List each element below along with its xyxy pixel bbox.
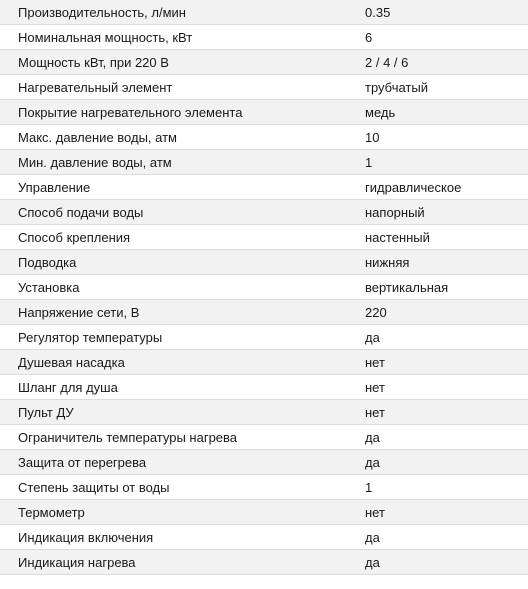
spec-value: настенный bbox=[348, 225, 528, 250]
spec-row bbox=[0, 500, 528, 525]
spec-value: да bbox=[348, 450, 528, 475]
spec-label: Способ крепления bbox=[0, 225, 348, 250]
spec-value: медь bbox=[348, 100, 528, 125]
spec-row bbox=[0, 350, 528, 375]
spec-label: Пульт ДУ bbox=[0, 400, 348, 425]
spec-value: 220 bbox=[348, 300, 528, 325]
spec-row bbox=[0, 150, 528, 175]
spec-row bbox=[0, 50, 528, 75]
spec-value: напорный bbox=[348, 200, 528, 225]
spec-row bbox=[0, 450, 528, 475]
spec-value: да bbox=[348, 550, 528, 575]
spec-value: гидравлическое bbox=[348, 175, 528, 200]
spec-label: Индикация нагрева bbox=[0, 550, 348, 575]
spec-label: Нагревательный элемент bbox=[0, 75, 348, 100]
spec-label: Производительность, л/мин bbox=[0, 0, 348, 25]
spec-row bbox=[0, 400, 528, 425]
spec-label: Душевая насадка bbox=[0, 350, 348, 375]
spec-label: Мощность кВт, при 220 В bbox=[0, 50, 348, 75]
spec-row bbox=[0, 275, 528, 300]
spec-label: Ограничитель температуры нагрева bbox=[0, 425, 348, 450]
spec-row bbox=[0, 325, 528, 350]
spec-label: Защита от перегрева bbox=[0, 450, 348, 475]
spec-value: нет bbox=[348, 375, 528, 400]
spec-value: нет bbox=[348, 500, 528, 525]
spec-label: Термометр bbox=[0, 500, 348, 525]
spec-label: Напряжение сети, В bbox=[0, 300, 348, 325]
spec-row bbox=[0, 75, 528, 100]
spec-label: Мин. давление воды, атм bbox=[0, 150, 348, 175]
spec-label: Подводка bbox=[0, 250, 348, 275]
spec-label: Индикация включения bbox=[0, 525, 348, 550]
spec-label: Управление bbox=[0, 175, 348, 200]
spec-value: 2 / 4 / 6 bbox=[348, 50, 528, 75]
spec-value: да bbox=[348, 425, 528, 450]
spec-value: 1 bbox=[348, 150, 528, 175]
spec-value: нижняя bbox=[348, 250, 528, 275]
spec-value: да bbox=[348, 525, 528, 550]
spec-row bbox=[0, 300, 528, 325]
spec-value: нет bbox=[348, 400, 528, 425]
spec-label: Степень защиты от воды bbox=[0, 475, 348, 500]
spec-row bbox=[0, 425, 528, 450]
spec-label: Способ подачи воды bbox=[0, 200, 348, 225]
spec-value: трубчатый bbox=[348, 75, 528, 100]
spec-row bbox=[0, 200, 528, 225]
spec-label: Макс. давление воды, атм bbox=[0, 125, 348, 150]
spec-value: 0.35 bbox=[348, 0, 528, 25]
spec-value: да bbox=[348, 325, 528, 350]
spec-row bbox=[0, 375, 528, 400]
spec-row bbox=[0, 550, 528, 575]
spec-value: вертикальная bbox=[348, 275, 528, 300]
spec-row bbox=[0, 125, 528, 150]
spec-value: нет bbox=[348, 350, 528, 375]
spec-row bbox=[0, 250, 528, 275]
spec-label: Покрытие нагревательного элемента bbox=[0, 100, 348, 125]
spec-row bbox=[0, 475, 528, 500]
spec-label: Номинальная мощность, кВт bbox=[0, 25, 348, 50]
spec-label: Регулятор температуры bbox=[0, 325, 348, 350]
spec-row bbox=[0, 0, 528, 25]
spec-value: 10 bbox=[348, 125, 528, 150]
spec-value: 6 bbox=[348, 25, 528, 50]
spec-value: 1 bbox=[348, 475, 528, 500]
spec-row bbox=[0, 100, 528, 125]
spec-label: Шланг для душа bbox=[0, 375, 348, 400]
spec-row bbox=[0, 225, 528, 250]
spec-label: Установка bbox=[0, 275, 348, 300]
spec-row bbox=[0, 525, 528, 550]
spec-row bbox=[0, 175, 528, 200]
spec-row bbox=[0, 25, 528, 50]
